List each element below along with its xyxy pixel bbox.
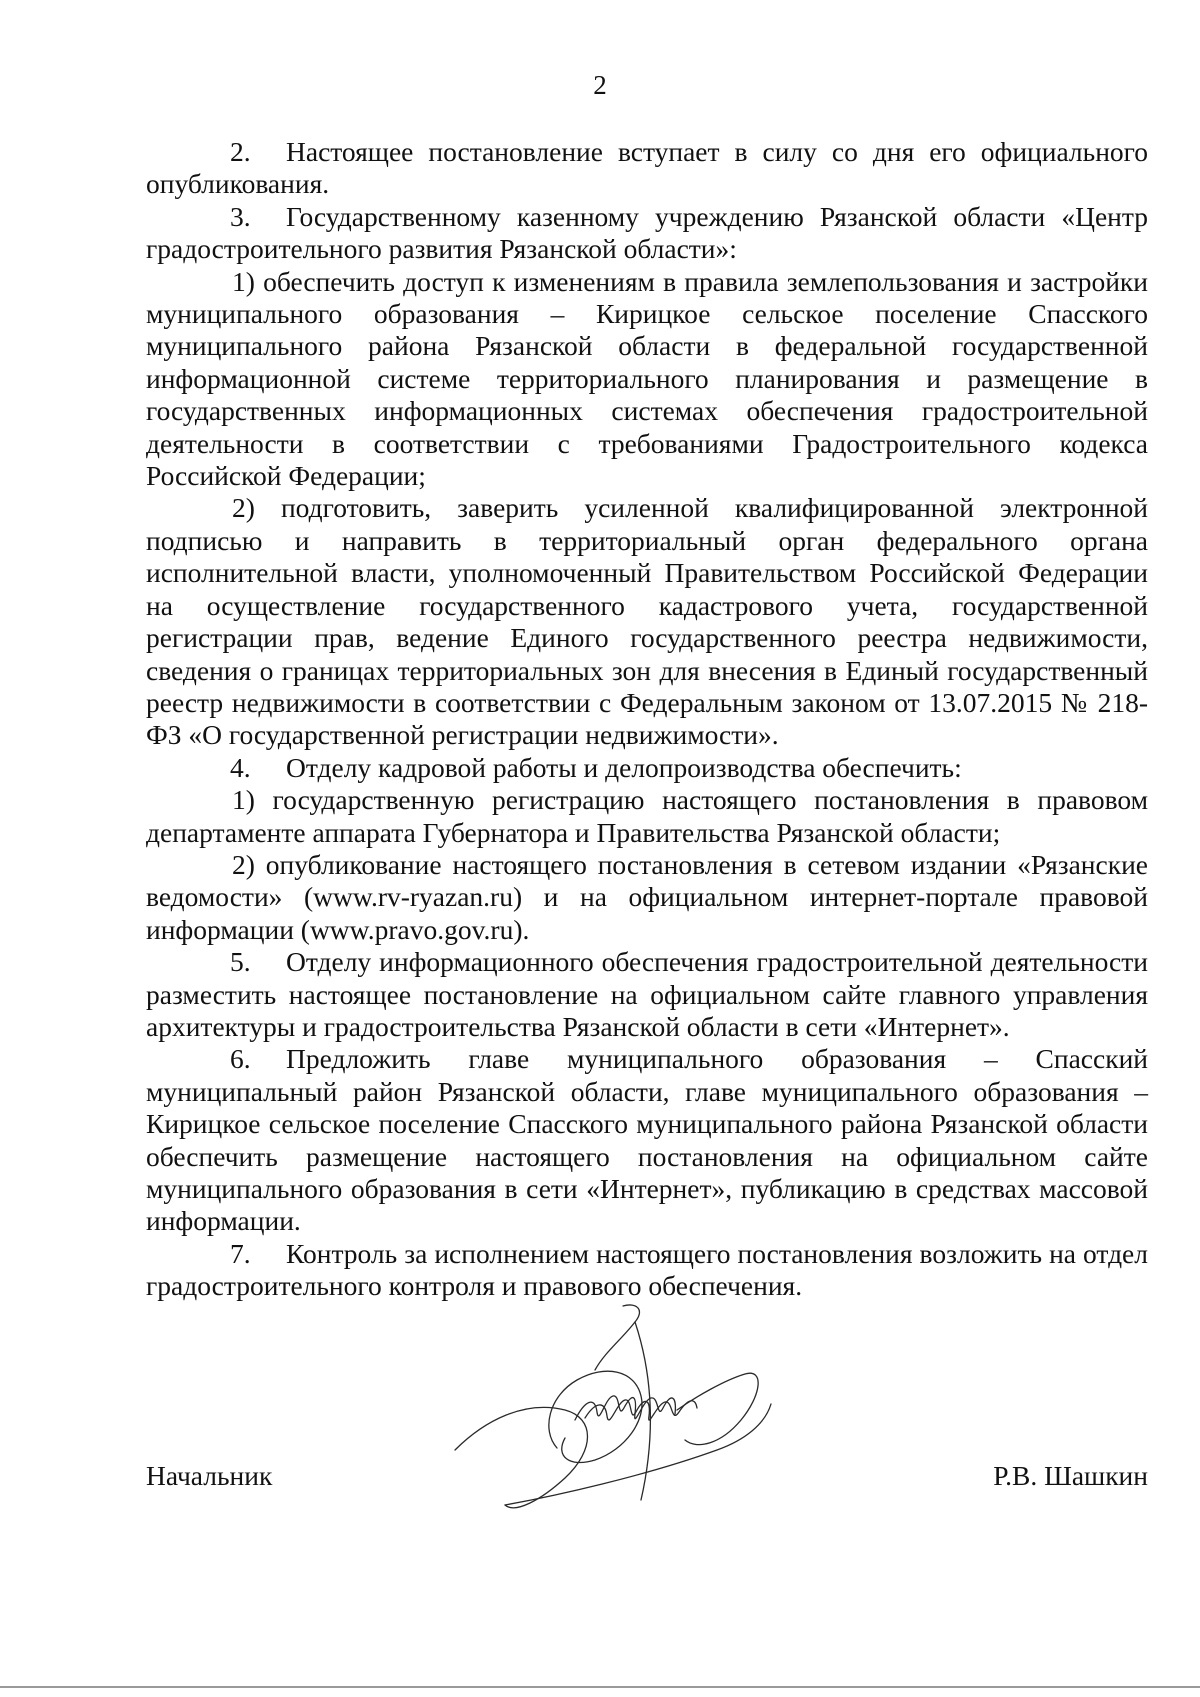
paragraph-2 xyxy=(146,136,1148,201)
paragraph-number: 3. xyxy=(230,200,251,232)
subparagraph-3-1: 1) обеспечить доступ к изменениям в правила землепользования и застройки муниципального образования – Кирицкое сельское поселение Спасского муниципального района Рязанской области в федеральной государственной информационной системе территориального планирования и размещение в государственных информационных системах обеспечения градостроительной деятельности в соответствии с требованиями Градостроительного кодекса Российской Федерации; xyxy=(146,265,1148,492)
paragraph-number: 7. xyxy=(230,1237,251,1269)
paragraph-number: 5. xyxy=(230,946,251,978)
paragraph-6 xyxy=(146,1043,1148,1237)
paragraph-number: 2. xyxy=(230,136,251,167)
signature-block xyxy=(146,1460,1148,1500)
paragraph-text: Предложить главе муниципального образования – Спасский муниципальный район Рязанской области, главе муниципального образования – Кирицкое сельское поселение Спасского муниципального района Рязанской области обеспечить размещение настоящего постановления на официальном сайте муниципального образования в сети «Интернет», публикацию в средствах массовой информации. xyxy=(146,1043,1148,1237)
page-number: 2 xyxy=(593,70,607,100)
paragraph-number: 6. xyxy=(230,1043,251,1075)
signatory-title: Начальник xyxy=(146,1460,273,1491)
paragraph-text: Настоящее постановление вступает в силу со дня его официального опубликования. xyxy=(146,136,1148,200)
paragraph-text: Государственному казенному учреждению Рязанской области «Центр градостроительного развития Рязанской области»: xyxy=(146,200,1148,265)
paragraph-text: Отделу информационного обеспечения градостроительной деятельности разместить настоящее постановление на официальном сайте главного управления архитектуры и градостроительства Рязанской области в сети «Интернет». xyxy=(146,946,1148,1042)
paragraph-7 xyxy=(146,1238,1148,1303)
paragraph-text: Контроль за исполнением настоящего постановления возложить на отдел градостроительного контроля и правового обеспечения. xyxy=(146,1237,1148,1302)
subparagraph-4-2: 2) опубликование настоящего постановления в сетевом издании «Рязанские ведомости» (www.rv-ryazan.ru) и на официальном интернет-портале правовой информации (www.pravo.gov.ru). xyxy=(146,848,1148,945)
paragraph-number: 4. xyxy=(230,751,251,783)
subparagraph-3-2: 2) подготовить, заверить усиленной квалифицированной электронной подписью и направить в территориальный орган федерального органа исполнительной власти, уполномоченный Правительством Российской Федерации на осуществление государственного кадастрового учета, государственной регистрации прав, ведение Единого государственного реестра недвижимости, сведения о границах территориальных зон для внесения в Единый государственный реестр недвижимости в соответствии с Федеральным законом от 13.07.2015 № 218-ФЗ «О государственной регистрации недвижимости». xyxy=(146,492,1148,751)
paragraph-3 xyxy=(146,201,1148,266)
paragraph-5 xyxy=(146,946,1148,1043)
subparagraph-4-1: 1) государственную регистрацию настоящего постановления в правовом департаменте аппарата Губернатора и Правительства Рязанской области; xyxy=(146,784,1148,848)
paragraph-text: Отделу кадровой работы и делопроизводства обеспечить: xyxy=(286,751,962,783)
document-body xyxy=(146,136,1148,1303)
bottom-divider xyxy=(0,1686,1200,1688)
signatory-name: Р.В. Шашкин xyxy=(993,1460,1148,1491)
paragraph-4 xyxy=(146,752,1148,784)
